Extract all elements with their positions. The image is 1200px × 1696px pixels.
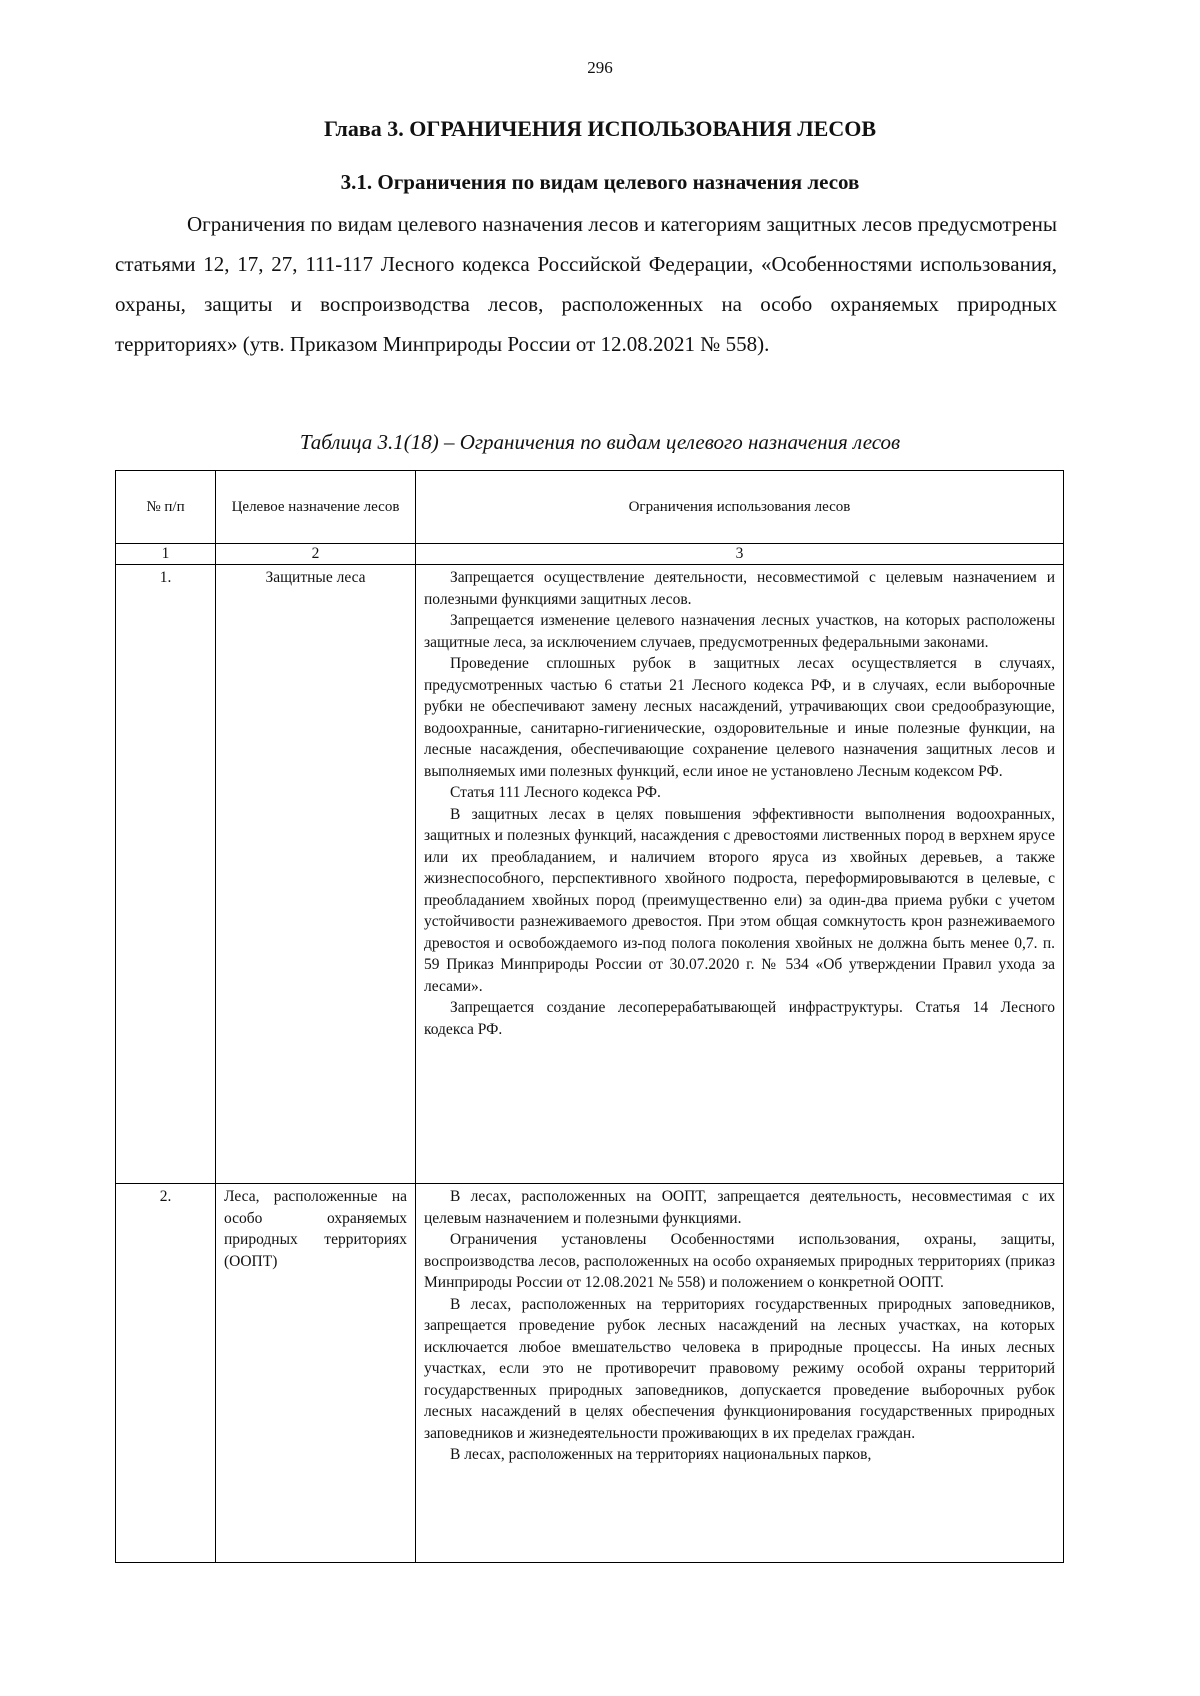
row-restrictions [416,565,1064,1184]
row-restrictions [416,1184,1064,1563]
column-number-row [116,544,1064,565]
restriction-paragraph: Проведение сплошных рубок в защитных лесах осуществляется в случаях, предусмотренных частью 6 статьи 21 Лесного кодекса РФ, и в случаях, если выборочные рубки не обеспечивают замену лесных насаждений, утрачивающих свои средообразующие, водоохранные, санитарно-гигиенические, оздоровительные и иные полезные функции, на лесные насаждения, обеспечивающие сохранение целевого назначения защитных лесов и выполняемых ими полезных функций, если иное не установлено Лесным кодексом РФ. [424,655,1055,780]
restriction-paragraph: В лесах, расположенных на ООПТ, запрещается деятельность, несовместимая с их целевым назначением и полезными функциями. [424,1188,1055,1227]
restriction-paragraph: Статья 111 Лесного кодекса РФ. [450,784,661,801]
row-purpose: Леса, расположенные на особо охраняемых природных территориях (ООПТ) [216,1184,416,1563]
row-purpose: Защитные леса [216,565,416,1184]
restriction-paragraph: В лесах, расположенных на территориях государственных природных заповедников, запрещается проведение рубок лесных насаждений на лесных участках, на которых исключается любое вмешательство человека в природные процессы. На иных лесных участках, если это не противоречит правовому режиму особой охраны территорий государственных природных заповедников, допускается проведение выборочных рубок лесных насаждений в целях обеспечения функционирования государственных природных заповедников и жизнедеятельности проживающих в их пределах граждан. [424,1295,1055,1442]
row-number: 2. [116,1184,216,1563]
section-title: 3.1. Ограничения по видам целевого назначения лесов [340,170,860,194]
restriction-paragraph: Запрещается осуществление деятельности, несовместимой с целевым назначением и полезными функциями защитных лесов. [424,569,1055,608]
page-number: 296 [587,58,613,77]
restrictions-table [115,470,1064,1563]
header-cell-restrictions: Ограничения использования лесов [416,471,1064,544]
column-number-3: 3 [416,544,1064,565]
restriction-paragraph: Запрещается создание лесоперерабатывающей инфраструктуры. Статья 14 Лесного кодекса РФ. [424,999,1055,1038]
header-cell-number: № п/п [116,471,216,544]
restriction-paragraph: В защитных лесах в целях повышения эффективности выполнения водоохранных, защитных и полезных функций, насаждения с древостоями лиственных пород в верхнем ярусе или их преобладанием, и наличием второго яруса из хвойных деревьев, а также жизнеспособного, перспективного хвойного подроста, переформировываются в целевые, с преобладанием хвойных пород (преимущественно ели) за один-два приема рубки с учетом устойчивости разнеживаемого древостоя. При этом общая сомкнутость крон разнеживаемого древостоя и освобождаемого из-под полога поколения хвойных не должна быть менее 0,7. п. 59 Приказ Минприроды России от 30.07.2020 г. № 534 «Об утверждении Правил ухода за лесами». [424,805,1055,995]
column-number-2: 2 [216,544,416,565]
table-row [116,1184,1064,1563]
restriction-paragraph: Ограничения установлены Особенностями использования, охраны, защиты, воспроизводства лесов, расположенных на особо охраняемых природных территориях (приказ Минприроды России от 12.08.2021 № 558) и положением о конкретной ООПТ. [424,1231,1055,1291]
restriction-paragraph: В лесах, расположенных на территориях национальных парков, [450,1446,872,1463]
table-row [116,565,1064,1184]
column-number-1: 1 [116,544,216,565]
table-caption: Таблица 3.1(18) – Ограничения по видам целевого назначения лесов [299,430,901,454]
chapter-title: Глава 3. ОГРАНИЧЕНИЯ ИСПОЛЬЗОВАНИЯ ЛЕСОВ [324,116,876,141]
restriction-paragraph: Запрещается изменение целевого назначения лесных участков, на которых расположены защитные леса, за исключением случаев, предусмотренных федеральными законами. [424,612,1055,651]
header-cell-purpose: Целевое назначение лесов [216,471,416,544]
intro-paragraph: Ограничения по видам целевого назначения лесов и категориям защитных лесов предусмотрены статьями 12, 17, 27, 111-117 Лесного кодекса Российской Федерации, «Особенностями использования, охраны, защиты и воспроизводства лесов, расположенных на особо охраняемых природных территориях» (утв. Приказом Минприроды России от 12.08.2021 № 558). [115,212,1057,356]
table-header-row [116,471,1064,544]
row-number: 1. [116,565,216,1184]
